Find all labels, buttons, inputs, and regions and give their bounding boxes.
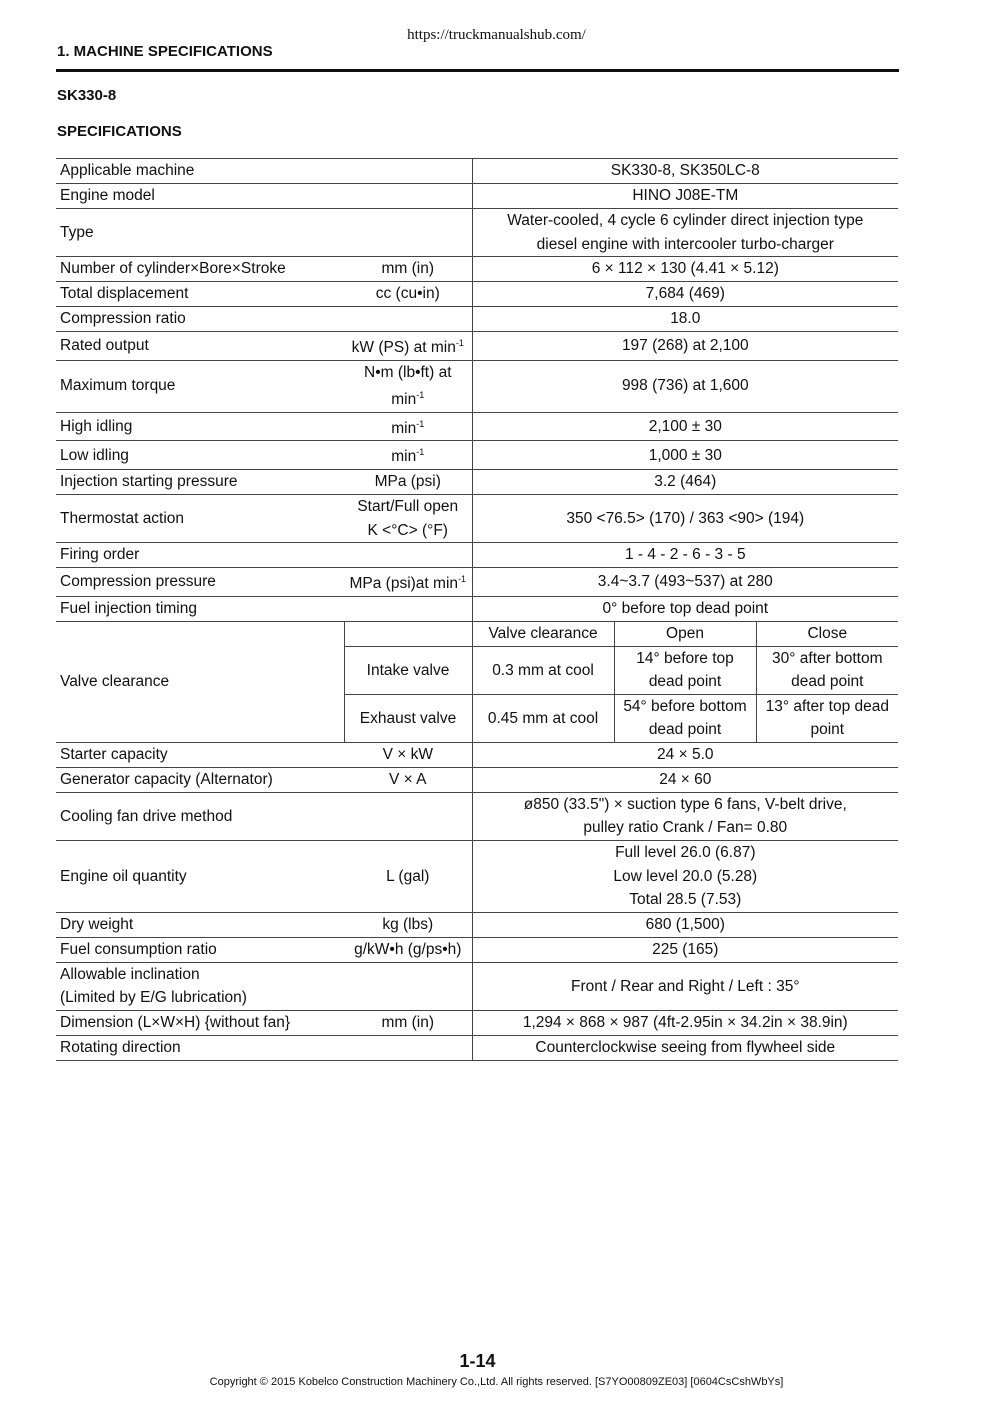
spec-row-low-idling [56,441,898,470]
valve-open-line: dead point [648,673,722,691]
spec-label: High idling [56,412,344,441]
spec-row-compression-pressure [56,568,898,597]
page-number: 1-14 [459,1351,496,1371]
spec-unit-sup: -1 [416,447,425,458]
spec-unit-text: kW (PS) at min [351,339,456,357]
valve-close-value [756,694,898,742]
spec-row-injection-pressure [56,470,898,495]
valve-open-value [614,646,756,694]
spec-unit: kg (lbs) [344,912,472,937]
spec-label: Engine model [56,184,472,209]
spec-unit-line: Start/Full open [357,498,459,516]
spec-label: Number of cylinder×Bore×Stroke [56,257,344,282]
spec-unit-sup: -1 [416,390,425,401]
spec-unit [344,495,472,543]
spec-row-cooling-fan [56,792,898,840]
spec-unit [344,332,472,361]
spec-unit [344,568,472,597]
specifications-title: SPECIFICATIONS [57,123,182,140]
spec-value: 998 (736) at 1,600 [472,360,898,412]
source-url: https://truckmanualshub.com/ [407,27,586,43]
spec-value: 225 (165) [472,937,898,962]
spec-unit: cc (cu•in) [344,282,472,307]
spec-value-line: Total 28.5 (7.53) [629,891,742,909]
spec-unit: MPa (psi) [344,470,472,495]
spec-label: Fuel consumption ratio [56,937,344,962]
spec-label: Injection starting pressure [56,470,344,495]
spec-row-displacement [56,282,898,307]
valve-open-value [614,694,756,742]
spec-value-line: Low level 20.0 (5.28) [613,867,758,885]
spec-value: Front / Rear and Right / Left : 35° [472,962,898,1010]
valve-clearance-value: 0.3 mm at cool [472,646,614,694]
valve-name: Intake valve [344,646,472,694]
spec-label: Rotating direction [56,1035,472,1060]
spec-label: Rated output [56,332,344,361]
spec-unit: mm (in) [344,1010,472,1035]
valve-open-line: dead point [648,721,722,739]
valve-close-line: dead point [791,673,864,691]
spec-value: 197 (268) at 2,100 [472,332,898,361]
spec-row-rated-output [56,332,898,361]
spec-value: 7,684 (469) [472,282,898,307]
spec-value [472,840,898,912]
valve-empty-cell [344,621,472,646]
spec-value: 680 (1,500) [472,912,898,937]
spec-unit-text: MPa (psi)at min [349,575,459,593]
spec-label: Cooling fan drive method [56,792,472,840]
spec-unit: V × A [344,767,472,792]
valve-open-line: 14° before top [636,649,734,667]
spec-label: Total displacement [56,282,344,307]
spec-value: 6 × 112 × 130 (4.41 × 5.12) [472,257,898,282]
spec-label: Applicable machine [56,159,472,184]
spec-value [472,792,898,840]
spec-label: Compression ratio [56,307,472,332]
spec-unit: V × kW [344,742,472,767]
spec-row-thermostat [56,495,898,543]
spec-row-dry-weight [56,912,898,937]
spec-row-high-idling [56,412,898,441]
spec-unit [344,412,472,441]
spec-value: 1,294 × 868 × 987 (4ft-2.95in × 34.2in × 38.9in) [472,1010,898,1035]
spec-value-line: Full level 26.0 (6.87) [615,844,756,862]
spec-unit-sup: -1 [458,574,467,585]
valve-col-open: Open [614,621,756,646]
spec-value: 1 - 4 - 2 - 6 - 3 - 5 [472,543,898,568]
section-header: 1. MACHINE SPECIFICATIONS [57,43,273,60]
spec-unit: g/kW•h (g/ps•h) [344,937,472,962]
spec-row-type [56,209,898,257]
spec-row-generator [56,767,898,792]
spec-unit-text: min [391,448,417,466]
spec-row-compression-ratio [56,307,898,332]
spec-unit [344,441,472,470]
spec-row-inclination [56,962,898,1010]
spec-label: Engine oil quantity [56,840,344,912]
spec-value: 24 × 5.0 [472,742,898,767]
spec-value-line: ø850 (33.5") × suction type 6 fans, V-belt drive, [523,795,847,813]
specifications-table [56,158,898,1061]
spec-label: Valve clearance [56,621,344,742]
spec-unit-line: K <°C> (°F) [367,521,448,539]
spec-unit-line [346,384,470,412]
spec-row-injection-timing [56,596,898,621]
spec-value-line: pulley ratio Crank / Fan= 0.80 [583,819,788,837]
valve-clearance-value: 0.45 mm at cool [472,694,614,742]
valve-close-value [756,646,898,694]
spec-label: Thermostat action [56,495,344,543]
spec-unit [344,360,472,412]
model-title: SK330-8 [57,87,117,104]
spec-unit-text: min [391,419,417,437]
spec-row-firing-order [56,543,898,568]
spec-label: Maximum torque [56,360,344,412]
spec-row-fuel-consumption [56,937,898,962]
spec-row-cylinders [56,257,898,282]
spec-label-line: (Limited by E/G lubrication) [60,989,247,1007]
spec-value: 24 × 60 [472,767,898,792]
spec-value: 2,100 ± 30 [472,412,898,441]
spec-label-line: Allowable inclination [60,965,200,983]
valve-close-line: 30° after bottom [772,649,883,667]
spec-label: Fuel injection timing [56,596,472,621]
valve-close-line: point [810,721,845,739]
spec-label: Firing order [56,543,472,568]
spec-value: 3.2 (464) [472,470,898,495]
spec-unit: L (gal) [344,840,472,912]
spec-value: 18.0 [472,307,898,332]
spec-label: Dimension (L×W×H) {without fan} [56,1010,344,1035]
spec-value: Counterclockwise seeing from flywheel side [472,1035,898,1060]
spec-value [472,209,898,257]
spec-value: 0° before top dead point [472,596,898,621]
spec-unit-sup: -1 [416,418,425,429]
spec-value-line: Water-cooled, 4 cycle 6 cylinder direct injection type [507,212,864,229]
spec-unit-sup: -1 [455,338,464,348]
spec-row-rotation [56,1035,898,1060]
spec-unit-line: N•m (lb•ft) at [364,363,452,381]
spec-unit-text: min [391,391,417,409]
spec-value: 350 <76.5> (170) / 363 <90> (194) [472,495,898,543]
spec-label [56,962,472,1010]
header-rule [56,69,899,72]
spec-row-starter [56,742,898,767]
spec-label: Dry weight [56,912,344,937]
spec-value: 3.4~3.7 (493~537) at 280 [472,568,898,597]
valve-clearance-header-row [56,621,898,646]
valve-open-line: 54° before bottom [623,697,747,715]
spec-row-dimension [56,1010,898,1035]
spec-label: Type [56,209,472,257]
spec-row-applicable-machine [56,159,898,184]
valve-col-close: Close [756,621,898,646]
spec-value: SK330-8, SK350LC-8 [472,159,898,184]
spec-value: 1,000 ± 30 [472,441,898,470]
spec-row-engine-model [56,184,898,209]
spec-label: Generator capacity (Alternator) [56,767,344,792]
spec-value-line: diesel engine with intercooler turbo-charger [536,235,834,253]
spec-row-engine-oil [56,840,898,912]
spec-label: Low idling [56,441,344,470]
valve-col-clearance: Valve clearance [472,621,614,646]
spec-row-max-torque [56,360,898,412]
copyright-notice: Copyright © 2015 Kobelco Construction Machinery Co.,Ltd. All rights reserved. [S7YO00809ZE03] [0604CsCshWbYs] [209,1376,784,1388]
spec-label: Starter capacity [56,742,344,767]
spec-value: HINO J08E-TM [472,184,898,209]
spec-unit: mm (in) [344,257,472,282]
spec-label: Compression pressure [56,568,344,597]
valve-name: Exhaust valve [344,694,472,742]
valve-close-line: 13° after top dead [765,697,889,715]
